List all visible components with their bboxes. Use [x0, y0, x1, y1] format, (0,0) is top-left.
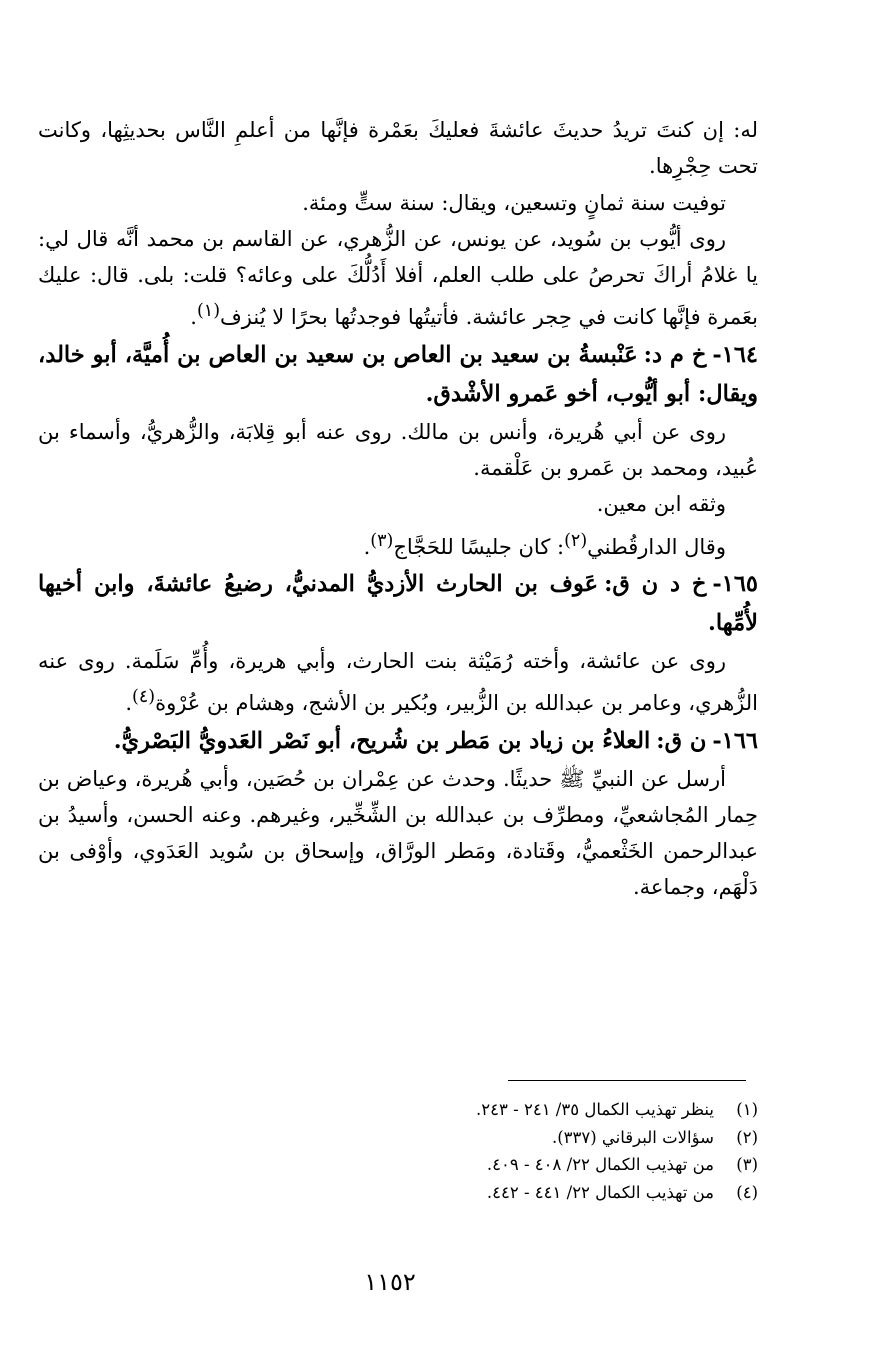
footnote-text: ينظر تهذيب الكمال ٣٥/ ٢٤١ - ٢٤٣.	[476, 1100, 714, 1119]
footnote-ref-4: (٤)	[132, 687, 156, 708]
paragraph-story: روى أيُّوب بن سُويد، عن يونس، عن الزُّهري، عن القاسم بن محمد أنَّه قال لي: يا غلامُ أراكَ تحرصُ على طلب العلم، أفلا أَدُلُّكَ على وعائه؟ قلت: بلى. قال: عليك بعَمرة فإنَّها كانت في حِجر عائشة. فأتيتُها فوجدتُها بحرًا لا يُنزف$^{(١)}$.	[38, 226, 758, 330]
footnote-item	[380, 1124, 758, 1152]
entry-166-heading	[38, 722, 758, 761]
page-number: ١١٥٢	[364, 1268, 416, 1296]
footnote-number: (٤)	[736, 1182, 758, 1202]
footnote-text: من تهذيب الكمال ٢٢/ ٤٠٨ - ٤٠٩.	[486, 1155, 714, 1174]
footnote-number: (١)	[736, 1100, 758, 1119]
paragraph-164-daraqutni	[38, 523, 758, 565]
paragraph-aisha: له: إن كنتَ تريدُ حديثَ عائشةَ فعليكَ بعَمْرة فإنَّها من أعلمِ النَّاس بحديثِها، وكانت تحت حِجْرِها.	[38, 118, 758, 179]
entry-number: ١٦٤-	[712, 341, 758, 368]
entry-number: ١٦٦-	[712, 727, 758, 754]
daraqutni-text: وقال الدارقُطني	[587, 534, 726, 559]
entry-symbols: خ د ن ق:	[604, 570, 707, 597]
paragraph-166-narrators: أرسل عن النبيِّ ﷺ حديثًا. وحدث عن عِمْران بن حُصَين، وأبي هُريرة، وعياض بن حِمار المُجاشعيِّ، ومطرِّف بن عبدالله بن الشِّخِّير، وغيرهم. وعنه الحسن، وأسيدُ بن عبدالرحمن الخَثْعميُّ، وقَتادة، ومَطر الورَّاق، وإسحاق بن سُويد العَدَوي، وأوْفى بن دَلْهَم، وجماعة.	[38, 766, 758, 900]
footnote-item	[380, 1096, 758, 1124]
footnote-item	[380, 1151, 758, 1179]
entry-name: عَوف بن الحارث الأزديُّ المدنيُّ، رضيعُ عائشةَ، وابن أخيها لأُمِّها.	[38, 570, 758, 636]
footnote-ref-1: (١)	[196, 301, 221, 322]
footnote-text: من تهذيب الكمال ٢٢/ ٤٤١ - ٤٤٢.	[486, 1182, 714, 1202]
paragraph-164-narrators: روى عن أبي هُريرة، وأنس بن مالك. روى عنه أبو قِلابَة، والزُّهريُّ، وأسماء بن عُبيد، ومحمد بن عَمرو بن عَلْقمة.	[38, 419, 758, 481]
sentence-end: .	[363, 534, 371, 559]
entry-165-heading	[38, 565, 758, 643]
entry-number: ١٦٥-	[712, 570, 758, 597]
footnote-text: سؤالات البرقاني (٣٣٧).	[551, 1127, 714, 1147]
paragraph-death: توفيت سنة ثمانٍ وتسعين، ويقال: سنة ستٍّ ومئة.	[302, 190, 726, 215]
footnotes	[380, 1096, 758, 1206]
entry-symbols: ن ق:	[656, 727, 707, 754]
paragraph-165-narrators	[38, 643, 758, 722]
footnote-ref-2: (٢)	[564, 530, 588, 551]
main-text	[38, 112, 758, 906]
daraqutni-quote: : كان جليسًا للحَجَّاج	[393, 534, 565, 559]
entry-symbols: خ م د:	[643, 341, 707, 368]
story-text: روى أيُّوب بن سُويد، عن يونس، عن الزُّهري، عن القاسم بن محمد أنَّه قال لي: يا غلامُ أراكَ تحرصُ على طلب العلم، أفلا أَدُلُّكَ على وعائه؟ قلت: بلى. قال: عليك بعَمرة فإنَّها كانت في حِجر عائشة. فأتيتُها فوجدتُها بحرًا لا يُنزف	[38, 226, 758, 330]
footnote-ref-3: (٣)	[370, 530, 394, 551]
entry-name: العلاءُ بن زياد بن مَطر بن شُريح، أبو نَصْر العَدويُّ البَصْريُّ.	[113, 727, 651, 754]
narrators-text: روى عن عائشة، وأخته رُمَيْثة بنت الحارث، وأبي هريرة، وأُمِّ سَلَمة. روى عنه الزُّهري، وعامر بن عبدالله بن الزُّبير، وبُكير بن الأشج، وهشام بن عُرْوة	[38, 648, 758, 716]
sentence-end: .	[125, 691, 133, 716]
footnote-separator	[508, 1080, 746, 1081]
entry-name: عَنْبسةُ بن سعيد بن العاص بن سعيد بن العاص بن أُميَّة، أبو خالد، ويقال: أبو أيُّوب، أخو عَمرو الأشْدق.	[38, 341, 758, 407]
paragraph-164-ibn-maeen: وثقه ابن معين.	[596, 492, 726, 517]
footnote-item	[380, 1179, 758, 1207]
footnote-number: (٢)	[736, 1127, 758, 1147]
entry-164-heading	[38, 336, 758, 414]
footnote-number: (٣)	[736, 1155, 758, 1174]
